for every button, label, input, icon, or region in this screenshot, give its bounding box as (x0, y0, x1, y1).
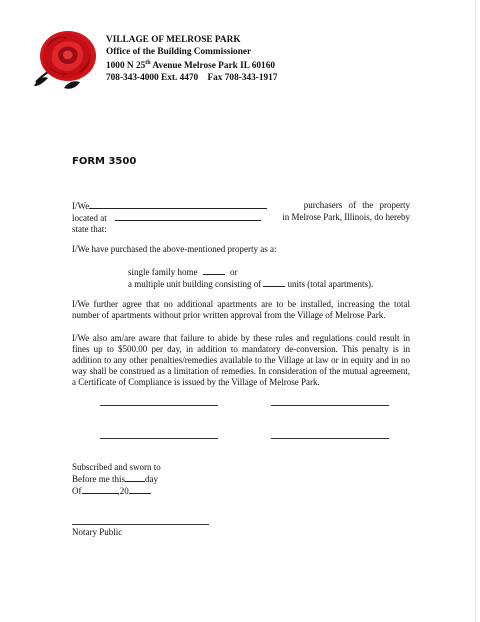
notary-label: Notary Public (72, 527, 123, 537)
located-label: located at (72, 213, 107, 223)
address-number: 1000 N 25 (106, 61, 146, 72)
form-title: FORM 3500 (72, 156, 137, 167)
purchasers-label: purchasers of the property (303, 200, 410, 210)
we-label: I/We (72, 201, 90, 211)
signature-line-4[interactable] (271, 438, 389, 439)
purchase-statement: I/We have purchased the above-mentioned property as a: (72, 244, 277, 254)
notary-signature-line[interactable] (72, 524, 209, 525)
property-address-field[interactable] (115, 212, 261, 221)
multi-unit-label: a multiple unit building consisting of (128, 279, 262, 289)
phone-fax: 708-343-4000 Ext. 4470 Fax 708-343-1917 (106, 72, 278, 83)
signature-line-2[interactable] (271, 405, 389, 406)
oath-month-field[interactable] (82, 485, 118, 494)
oath-year-prefix: ,20 (117, 486, 129, 496)
letterhead (106, 35, 277, 84)
oath-year-field[interactable] (129, 485, 151, 494)
purchaser-name-field[interactable] (89, 200, 267, 209)
single-family-label: single family home (128, 267, 198, 277)
signature-line-1[interactable] (100, 405, 218, 406)
address-street: Avenue Melrose Park IL 60160 (150, 61, 275, 72)
purchaser-paragraph (72, 200, 410, 235)
rose-logo-icon (30, 24, 102, 94)
agreement-paragraph: I/We further agree that no additional apartments are to be installed, increasing the total number of apartments without prior written approval from the Village of Melrose Park. (72, 299, 410, 320)
option-multi-unit (128, 278, 373, 290)
oath-block (72, 462, 410, 497)
oath-of-label: Of (72, 486, 82, 496)
option-single-family (128, 266, 238, 278)
page-edge (475, 0, 476, 622)
single-family-field[interactable] (203, 266, 225, 275)
state-that-label: state that: (72, 224, 107, 234)
org-name: VILLAGE OF MELROSE PARK (106, 35, 241, 45)
oath-before-label: Before me this (72, 474, 125, 484)
address-suffix: th (145, 60, 151, 66)
melrose-park-label: in Melrose Park, Illinois, do hereby (282, 212, 410, 222)
oath-line-1: Subscribed and sworn to (72, 462, 161, 472)
or-label: or (230, 267, 238, 277)
signature-line-3[interactable] (100, 438, 218, 439)
office-name: Office of the Building Commissioner (106, 46, 252, 57)
oath-day-label: day (145, 474, 158, 484)
address (106, 58, 277, 73)
oath-day-field[interactable] (125, 473, 145, 482)
units-label: units (total apartments). (287, 279, 374, 289)
penalty-paragraph: I/We also am/are aware that failure to abide by these rules and regulations could result in fines up to $500.00 per day, in addition to mandatory de-conversion. This penalty is in addition to any other penalties/remedies available to the Village at law or in equity and in no way shall be construed as a limitation of remedies. In consideration of the mutual agreement, a Certificate of Compliance is issued by the Village of Melrose Park. (72, 333, 410, 387)
unit-count-field[interactable] (263, 278, 285, 287)
